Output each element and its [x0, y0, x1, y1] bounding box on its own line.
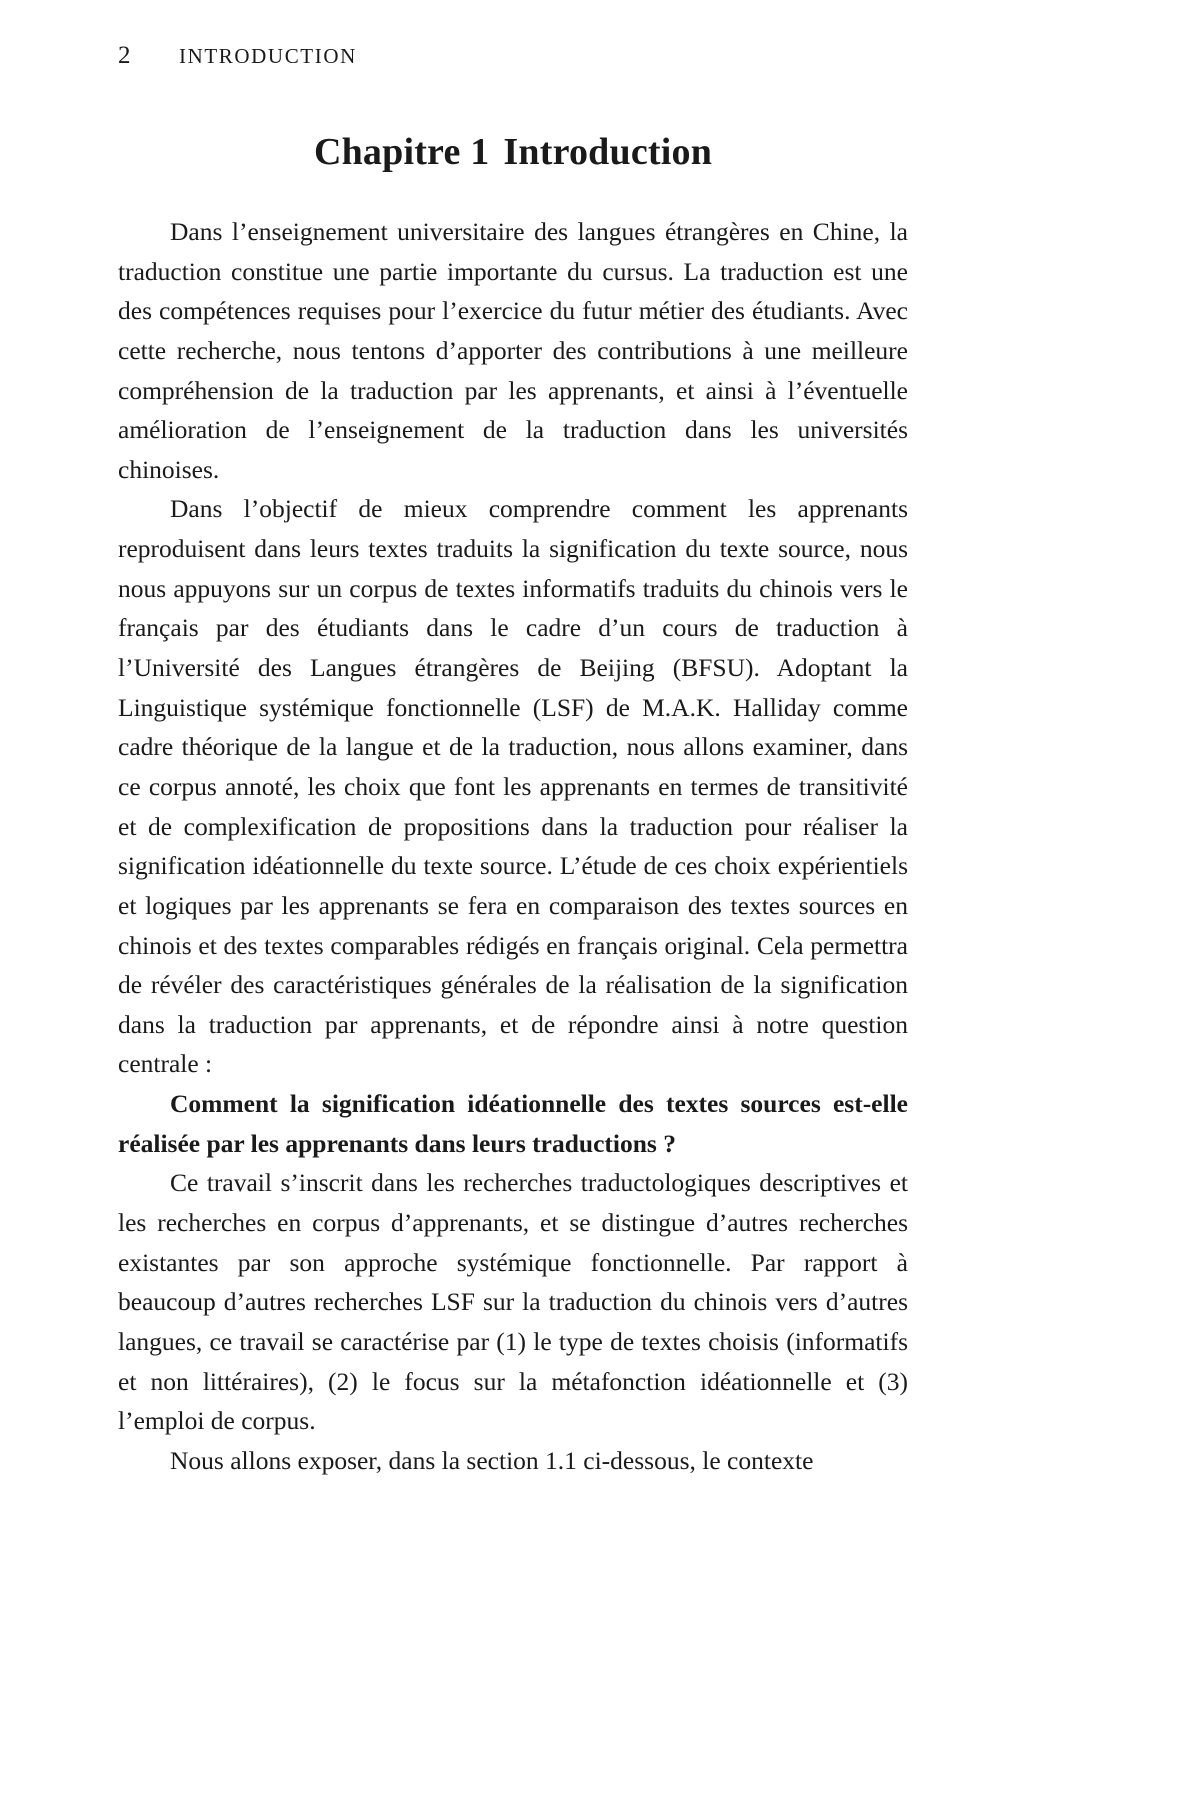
running-title: INTRODUCTION [179, 44, 357, 68]
body-paragraph: Dans l’enseignement universitaire des langues étrangères en Chine, la traduction constitue une partie importante du cursus. La traduction est une des compétences requises pour l’exercice du futur métier des étudiants. Avec cette recherche, nous tentons d’apporter des contributions à une meilleure compréhension de la traduction par les apprenants, et ainsi à l’éventuelle amélioration de l’enseignement de la traduction dans les universités chinoises. [118, 217, 908, 484]
body-paragraph: Nous allons exposer, dans la section 1.1 ci-dessous, le contexte [170, 1445, 814, 1475]
page-number: 2 [118, 42, 131, 69]
page-content [118, 130, 908, 1481]
page-title [118, 130, 908, 174]
research-question: Comment la signification idéationnelle des textes sources est-elle réalisée par les apprenants dans leurs traductions ? [118, 1089, 908, 1158]
body-paragraph: Ce travail s’inscrit dans les recherches traductologiques descriptives et les recherches en corpus d’apprenants, et se distingue d’autres recherches existantes par son approche systémique fonctionnelle. Par rapport à beaucoup d’autres recherches LSF sur la traduction du chinois vers d’autres langues, ce travail se caractérise par (1) le type de textes choisis (informatifs et non littéraires), (2) le focus sur la métafonction idéationnelle et (3) l’emploi de corpus. [118, 1168, 908, 1436]
chapter-number: Chapitre 1 [313, 131, 490, 173]
running-head [118, 42, 1064, 70]
chapter-title-text: Introduction [503, 131, 713, 173]
body-paragraph: Dans l’objectif de mieux comprendre comment les apprenants reproduisent dans leurs textes traduits la signification du texte source, nous nous appuyons sur un corpus de textes informatifs traduits du chinois vers le français par des étudiants dans le cadre d’un cours de traduction à l’Université des Langues étrangères de Beijing (BFSU). Adoptant la Linguistique systémique fonctionnelle (LSF) de M.A.K. Halliday comme cadre théorique de la langue et de la traduction, nous allons examiner, dans ce corpus annoté, les choix que font les apprenants en termes de transitivité et de complexification de propositions dans la traduction pour réaliser la signification idéationnelle du texte source. L’étude de ces choix expérientiels et logiques par les apprenants se fera en comparaison des textes sources en chinois et des textes comparables rédigés en français original. Cela permettra de révéler des caractéristiques générales de la réalisation de la signification dans la traduction par apprenants, et de répondre ainsi à notre question centrale : [118, 494, 908, 1079]
